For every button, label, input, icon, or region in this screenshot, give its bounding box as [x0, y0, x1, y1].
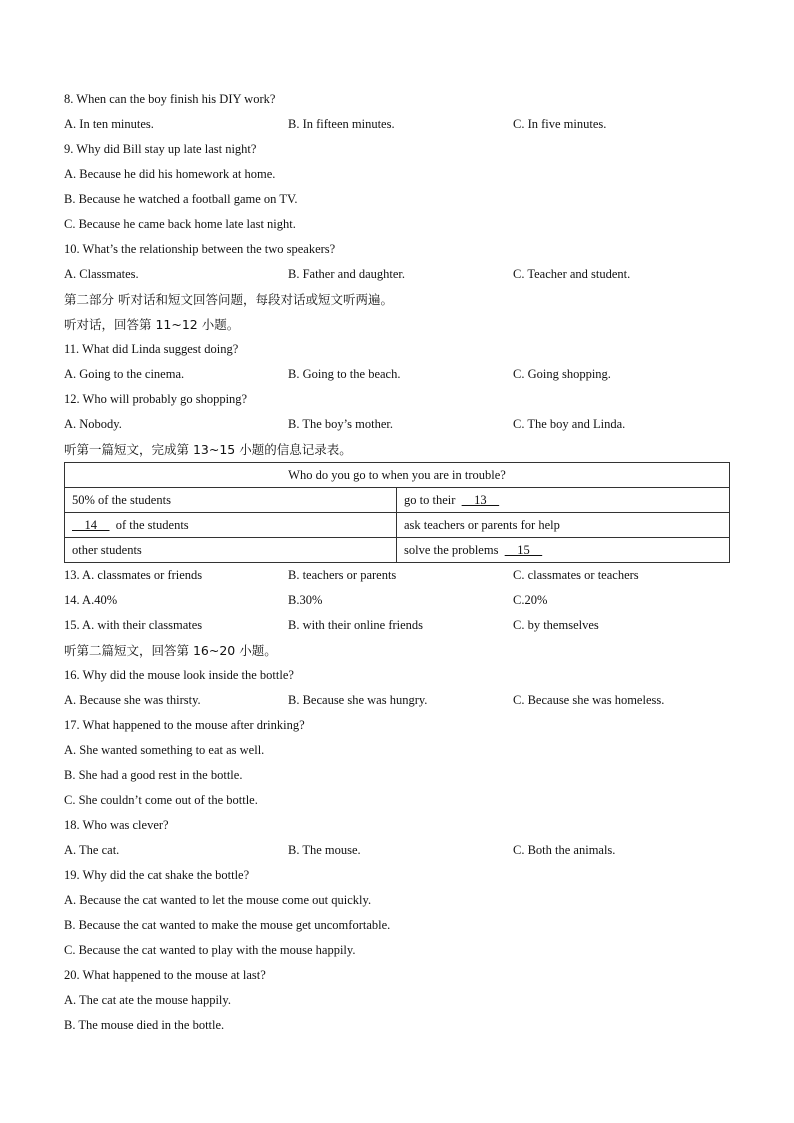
table-row	[65, 488, 730, 513]
option-a: A. In ten minutes.	[64, 117, 154, 131]
option-b: B. In fifteen minutes.	[288, 117, 395, 131]
option-c: C. Because she was homeless.	[513, 693, 665, 707]
question-14-options	[64, 588, 730, 613]
option-a: A. Because the cat wanted to let the mouse come out quickly.	[64, 893, 372, 907]
blank-15: 15	[504, 543, 543, 557]
question-10: 10. What’s the relationship between the two speakers?	[64, 242, 336, 256]
question-8: 8. When can the boy finish his DIY work?	[64, 92, 276, 106]
option-b: B. Because he watched a football game on TV.	[64, 192, 298, 206]
table-cell: ask teachers or parents for help	[397, 513, 730, 538]
table-row	[65, 538, 730, 563]
cell-text: solve the problems	[404, 543, 505, 557]
option-b: B. The boy’s mother.	[288, 417, 393, 431]
option-a: 15. A. with their classmates	[64, 618, 203, 632]
option-c: C. Because he came back home late last night.	[64, 217, 296, 231]
dialogue-header: 听对话，回答第 11~12 小题。	[64, 317, 240, 332]
option-c: C. Because the cat wanted to play with the mouse happily.	[64, 943, 356, 957]
option-c: C. The boy and Linda.	[513, 417, 626, 431]
option-a: A. Because he did his homework at home.	[64, 167, 276, 181]
option-a: 13. A. classmates or friends	[64, 568, 203, 582]
option-c: C. by themselves	[513, 618, 599, 632]
table-cell	[65, 513, 397, 538]
question-12-options	[64, 412, 730, 437]
passage-2-header: 听第二篇短文，回答第 16~20 小题。	[64, 643, 277, 658]
blank-14: 14	[72, 518, 110, 532]
table-cell	[397, 538, 730, 563]
passage-1-header: 听第一篇短文，完成第 13~15 小题的信息记录表。	[64, 442, 352, 457]
exam-page	[64, 87, 730, 1038]
question-13-options	[64, 563, 730, 588]
option-b: B. Because she was hungry.	[288, 693, 428, 707]
question-9: 9. Why did Bill stay up late last night?	[64, 142, 257, 156]
option-b: B. with their online friends	[288, 618, 424, 632]
question-10-options	[64, 262, 730, 287]
question-15-options	[64, 613, 730, 638]
info-record-table	[64, 462, 730, 563]
option-c: C. In five minutes.	[513, 117, 607, 131]
option-b: B. Father and daughter.	[288, 267, 405, 281]
question-16: 16. Why did the mouse look inside the bottle?	[64, 668, 294, 682]
option-c: C. Going shopping.	[513, 367, 611, 381]
option-b: B. Going to the beach.	[288, 367, 401, 381]
question-18-options	[64, 838, 730, 863]
option-b: B. She had a good rest in the bottle.	[64, 768, 243, 782]
option-a: 14. A.40%	[64, 593, 118, 607]
table-row	[65, 513, 730, 538]
question-18: 18. Who was clever?	[64, 818, 169, 832]
table-title: Who do you go to when you are in trouble?	[65, 463, 730, 488]
question-16-options	[64, 688, 730, 713]
question-19: 19. Why did the cat shake the bottle?	[64, 868, 250, 882]
table-cell	[397, 488, 730, 513]
option-c: C. She couldn’t come out of the bottle.	[64, 793, 258, 807]
option-a: A. The cat ate the mouse happily.	[64, 993, 231, 1007]
option-c: C. Teacher and student.	[513, 267, 631, 281]
option-a: A. The cat.	[64, 843, 120, 857]
option-b: B. The mouse.	[288, 843, 361, 857]
option-b: B. The mouse died in the bottle.	[64, 1018, 225, 1032]
cell-text: of the students	[109, 518, 189, 532]
question-8-options	[64, 112, 730, 137]
cell-text: go to their	[404, 493, 462, 507]
option-c: C. Both the animals.	[513, 843, 616, 857]
question-17: 17. What happened to the mouse after drinking?	[64, 718, 305, 732]
option-a: A. Going to the cinema.	[64, 367, 185, 381]
question-11: 11. What did Linda suggest doing?	[64, 342, 239, 356]
option-a: A. Because she was thirsty.	[64, 693, 201, 707]
option-b: B.30%	[288, 593, 323, 607]
option-c: C.20%	[513, 593, 548, 607]
part-2-header: 第二部分 听对话和短文回答问题，每段对话或短文听两遍。	[64, 292, 393, 307]
option-a: A. Classmates.	[64, 267, 139, 281]
blank-13: 13	[461, 493, 500, 507]
table-cell: other students	[65, 538, 397, 563]
question-12: 12. Who will probably go shopping?	[64, 392, 248, 406]
question-20: 20. What happened to the mouse at last?	[64, 968, 266, 982]
option-a: A. She wanted something to eat as well.	[64, 743, 265, 757]
option-c: C. classmates or teachers	[513, 568, 639, 582]
question-11-options	[64, 362, 730, 387]
option-a: A. Nobody.	[64, 417, 122, 431]
option-b: B. teachers or parents	[288, 568, 397, 582]
table-cell: 50% of the students	[65, 488, 397, 513]
option-b: B. Because the cat wanted to make the mouse get uncomfortable.	[64, 918, 391, 932]
